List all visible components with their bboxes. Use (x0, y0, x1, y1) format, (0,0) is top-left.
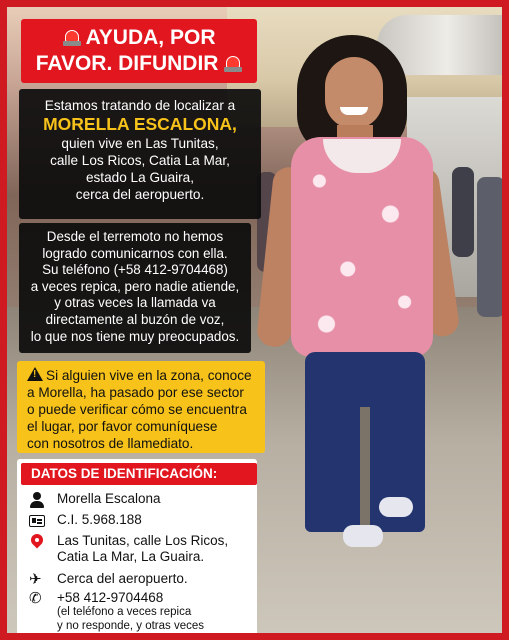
woman-photo (257, 27, 467, 587)
id-name: Morella Escalona (57, 491, 161, 506)
details-line: a veces repica, pero nadie atiende, (30, 278, 240, 294)
location-pin-icon (29, 534, 45, 550)
id-phone-note: (el teléfono a veces repica (57, 606, 192, 618)
airplane-icon: ✈ (29, 571, 42, 588)
siren-icon (63, 28, 81, 46)
id-address-line1: Las Tunitas, calle Los Ricos, (57, 533, 229, 548)
warning-icon (27, 367, 43, 381)
intro-line: estado La Guaira, (85, 170, 195, 185)
details-line: Su teléfono (+58 412-9704468) (42, 262, 228, 278)
missing-person-name: MORELLA ESCALONA, (43, 114, 237, 134)
headline-banner (21, 19, 257, 83)
appeal-box (17, 361, 265, 453)
id-phone: +58 412-9704468 (57, 590, 164, 605)
phone-icon: ✆ (29, 590, 42, 607)
appeal-line: a Morella, ha pasado por ese sector (27, 385, 244, 400)
id-address-line2: Catia La Mar, La Guaira. (57, 549, 205, 564)
background-person (477, 177, 505, 317)
person-icon (29, 492, 45, 508)
details-line: lo que nos tiene muy preocupados. (30, 328, 240, 344)
identification-card (17, 459, 257, 640)
details-line: y otras veces la llamada va (54, 295, 216, 311)
appeal-line: Si alguien vive en la zona, conoce (46, 368, 252, 383)
intro-line: cerca del aeropuerto. (75, 187, 205, 202)
id-near: Cerca del aeropuerto. (57, 571, 188, 586)
details-line: logrado comunicarnos con ella. (42, 245, 228, 261)
id-ci: C.I. 5.968.188 (57, 512, 142, 527)
headline-line2: FAVOR. DIFUNDIR (35, 52, 219, 75)
appeal-line: el lugar, por favor comuníquese (27, 419, 218, 434)
id-card-header: DATOS DE IDENTIFICACIÓN: (21, 463, 257, 485)
details-line: directamente al buzón de voz, (45, 311, 225, 327)
intro-line: Estamos tratando de localizar a (44, 98, 236, 113)
headline-line1: AYUDA, POR (85, 26, 216, 49)
appeal-line: o puede verificar cómo se encuentra (27, 402, 247, 417)
siren-icon (224, 54, 242, 72)
intro-line: calle Los Ricos, Catia La Mar, (50, 153, 230, 168)
appeal-line: con nosotros de llamediato. (27, 436, 194, 451)
intro-line: quien vive en Las Tunitas, (61, 136, 219, 151)
id-card-icon (29, 515, 45, 527)
details-line: Desde el terremoto no hemos (46, 229, 224, 244)
id-phone-note: va a buzón de voz). (57, 633, 158, 640)
id-phone-note: y no responde, y otras veces (57, 619, 205, 632)
details-box (19, 223, 251, 353)
intro-box (19, 89, 261, 219)
